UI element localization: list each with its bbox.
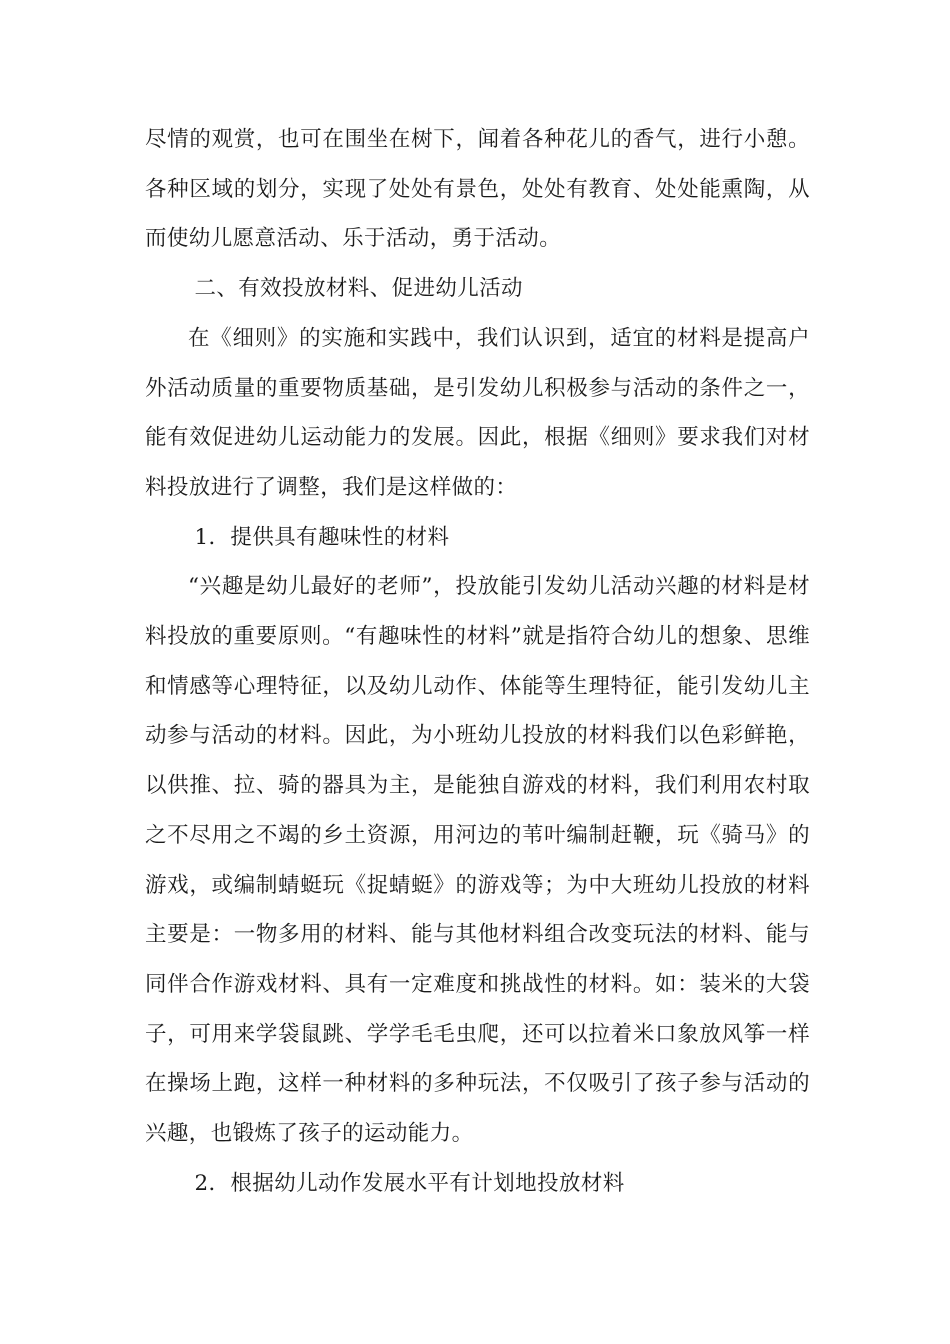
subheading-1: 1．提供具有趣味性的材料 (194, 524, 450, 550)
section-heading-2: 二、有效投放材料、促进幼儿活动 (194, 276, 523, 302)
subheading-2: 2．根据幼儿动作发展水平有计划地投放材料 (194, 1170, 625, 1196)
paragraph-continued-intro: 尽情的观赏，也可在围坐在树下，闻着各种花儿的香气，进行小憩。各种区域的划分，实现了处处有景色，处处有教育、处处能熏陶，从而使幼儿愿意活动、乐于活动，勇于活动。 (145, 127, 810, 252)
document-body (145, 115, 810, 1208)
paragraph-materials-intro: 在《细则》的实施和实践中，我们认识到，适宜的材料是提高户外活动质量的重要物质基础，是引发幼儿积极参与活动的条件之一，能有效促进幼儿运动能力的发展。因此，根据《细则》要求我们对材料投放进行了调整，我们是这样做的： (145, 325, 810, 500)
paragraph-interesting-materials: “兴趣是幼儿最好的老师”，投放能引发幼儿活动兴趣的材料是材料投放的重要原则。“有趣味性的材料”就是指符合幼儿的想象、思维和情感等心理特征，以及幼儿动作、体能等生理特征，能引发幼儿主动参与活动的材料。因此，为小班幼儿投放的材料我们以色彩鲜艳，以供推、拉、骑的器具为主，是能独自游戏的材料，我们利用农村取之不尽用之不竭的乡土资源，用河边的苇叶编制赶鞭，玩《骑马》的游戏，或编制蜻蜓玩《捉蜻蜓》的游戏等；为中大班幼儿投放的材料主要是：一物多用的材料、能与其他材料组合改变玩法的材料、能与同伴合作游戏材料、具有一定难度和挑战性的材料。如：装米的大袋子，可用来学袋鼠跳、学学毛毛虫爬，还可以拉着米口象放风筝一样在操场上跑，这样一种材料的多种玩法，不仅吸引了孩子参与活动的兴趣，也锻炼了孩子的运动能力。 (145, 574, 810, 1147)
